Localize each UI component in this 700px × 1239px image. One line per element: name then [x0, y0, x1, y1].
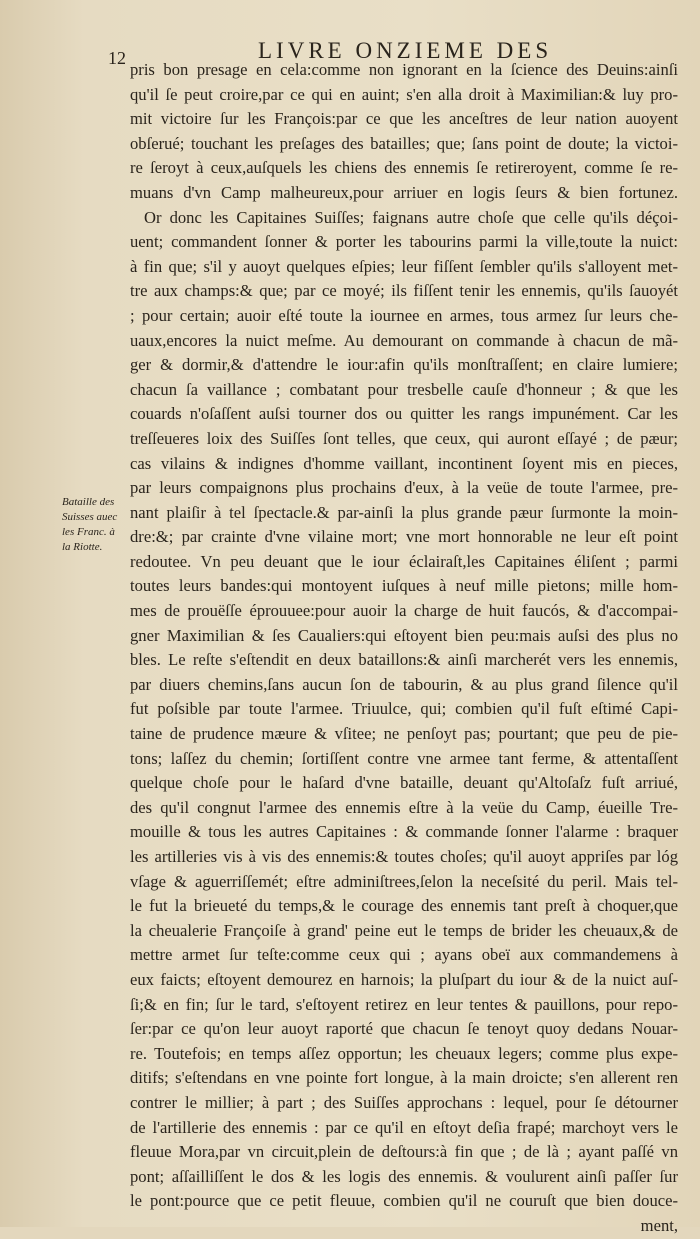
marginal-note: [62, 495, 128, 555]
text-line: Or donc les Capitaines Suiſſes; faignans autre choſe que celle qu'ils déçoi-: [144, 207, 678, 227]
text-line: mettre armet ſur teſte:comme ceux qui ; ayans obeï aux commandemens à: [130, 945, 678, 965]
text-line: obſerué; touchant les preſages des batailles; que; ſans point de doute; la victoi-: [130, 133, 678, 153]
text-line: re ſeroyt à ceux,auſquels les chiens des ennemis ſe retireroyent, comme ſe re-: [130, 158, 678, 178]
catchword: ment,: [640, 1215, 678, 1235]
text-line: le pont:pource que ce petit fleuue, combien qu'il ne couruſt que bien douce-: [130, 1191, 678, 1211]
text-line: tons; laſſez du chemin; ſortiſſent contre vne armee tant ferme, & attentaſſent: [130, 748, 678, 768]
text-line: fleuue Mora,par vn circuit,plein de deſtours:à fin que ; de là ; ayant paſſé vn: [130, 1142, 678, 1162]
text-line: chacun ſa vaillance ; combatant pour tresbelle cauſe d'honneur ; & que les: [130, 379, 678, 399]
text-line: mit victoire ſur les François:par ce que les anceſtres de leur nation auoyent: [130, 109, 678, 129]
body-text: [130, 58, 678, 1239]
text-line: pris bon presage en cela:comme non ignorant en la ſcience des Deuins:ainſi: [130, 60, 678, 79]
text-line: à fin que; s'il y auoyt quelques eſpies; leur fiſſent ſembler qu'ils s'alloyent met-: [130, 256, 678, 276]
text-line: ſi;& en fin; ſur le tard, s'eſtoyent retirez en leur tentes & pauillons, pour repo-: [130, 994, 678, 1014]
text-line: re. Toutefois; en temps aſſez opportun; les cheuaux legers; comme plus expe-: [130, 1043, 678, 1063]
text-line: la cheualerie Françoiſe à grand' peine eut le temps de brider les cheuaux,& de: [130, 920, 678, 940]
text-line: gner Maximilian & ſes Caualiers:qui eſtoyent bien peu:mais auſsi des plus no: [130, 625, 678, 645]
page-number: 12: [108, 48, 126, 68]
text-line: nant plaiſir à tel ſpectacle.& par-ainſi la plus grande pæur ſurmonte la moin-: [130, 502, 678, 522]
text-line: qu'il ſe peut croire,par ce qui en auint; s'en alla droit à Maximilian:& luy pro-: [130, 84, 678, 104]
text-line: taine de prudence mæure & vſitee; ne penſoyt pas; pourtant; que peu de pie-: [130, 724, 678, 744]
text-line: uaux,encores la nuict meſme. Au demourant on commande à chacun de mã-: [130, 330, 678, 350]
text-line: cas vilains & indignes d'homme vaillant, incontinent ſoyent mis en pieces,: [130, 453, 678, 473]
text-line: uent; commandent ſonner & porter les tabourins parmi la ville,toute la nuict:: [130, 232, 678, 252]
text-line: de l'artillerie des ennemis : par ce qu'il en eſtoyt deſia frapé; marchoyt vers le: [130, 1117, 678, 1137]
text-line: ; pour certain; auoir eſté toute la iournee en armes, tous armez ſur leurs che-: [130, 305, 678, 325]
marginal-note-line: Suisses auec: [62, 511, 118, 523]
text-line: mes de prouëſſe éprouuee:pour auoir la charge de huit faucós, & d'accompai-: [130, 601, 678, 621]
text-line: dre:&; par crainte d'vne vilaine mort; vne mort honnorable ne leur eſt point: [130, 527, 678, 547]
text-line: par leurs compaignons plus prochains d'eux, à la veüe de toute l'armee, pre-: [130, 478, 678, 498]
text-line: quelque choſe pour le haſard d'vne bataille, deuant qu'Altoſaſz fuſt arriué,: [130, 773, 678, 793]
text-line: fut poſsible par toute l'armee. Triuulce, qui; combien qu'il fuſt eſtimé Capi-: [130, 699, 678, 719]
text-line: mouille & tous les autres Capitaines : & commande ſonner l'alarme : braquer: [130, 822, 678, 842]
text-line: muans d'vn Camp malheureux,pour arriuer en logis ſeurs & bien fortunez.: [130, 182, 678, 202]
running-head: LIVRE ONZIEME DES: [258, 38, 553, 63]
text-line: tre aux champs:& que; par ce moyé; ils fiſſent tenir les ennemis, qu'ils ſauoyét: [130, 281, 678, 301]
text-line: le fut la brieueté du temps,& le courage des ennemis tant preſt à choquer,que: [130, 896, 678, 916]
text-line: vſage & aguerriſſemét; eſtre adminiſtrees,ſelon la neceſsité du peril. Mais tel-: [130, 871, 678, 891]
text-line: couards n'oſaſſent auſsi tourner dos ou quitter les rangs impunément. Car les: [130, 404, 678, 424]
text-line: des qu'il congnut l'armee des ennemis eſtre à la veüe du Camp, éueille Tre-: [130, 797, 678, 817]
text-line: treſſeueres loix des Suiſſes ſont telles, que ceux, qui auront eſſayé ; de pæur;: [130, 428, 678, 448]
text-line: par diuers chemins,ſans aucun ſon de tabourin, & au plus grand ſilence qu'il: [130, 674, 678, 694]
text-line: redoutee. Vn peu deuant que le iour éclairaſt,les Capitaines éliſent ; parmi: [130, 551, 678, 571]
text-line: bles. Le reſte s'eſtendit en deux bataillons:& ainſi marcherét vers les ennemis,: [130, 650, 678, 670]
text-line: ger & dormir,& d'attendre le iour:afin qu'ils monſtraſſent; en claire lumiere;: [130, 355, 678, 375]
text-line: ditifs; s'eſtendans en vne pointe fort longue, à la main droicte; s'en allerent ren: [130, 1068, 678, 1088]
text-line: eux faicts; eſtoyent demourez en harnois; la pluſpart du iour & de la nuict auſ-: [130, 969, 678, 989]
marginal-note-line: la Riotte.: [62, 541, 103, 553]
text-line: contrer le millier; à part ; des Suiſſes approchans : lequel, pour ſe détourner: [130, 1092, 678, 1112]
text-line: ſer:par ce qu'on leur auoyt raporté que chacun ſe tenoyt quoy dedans Nouar-: [130, 1019, 678, 1039]
text-line: les artilleries vis à vis des ennemis:& toutes choſes; qu'il auoyt appriſes par lóg: [130, 847, 678, 866]
text-line: pont; aſſailliſſent le dos & les logis des ennemis. & voulurent ainſi paſſer ſur: [130, 1166, 678, 1186]
text-line: toutes leurs bandes:qui montoyent iuſques à neuf mille pietons; mille hom-: [130, 576, 678, 596]
marginal-note-line: Bataille des: [62, 496, 115, 508]
marginal-note-line: les Franc. à: [62, 526, 115, 538]
